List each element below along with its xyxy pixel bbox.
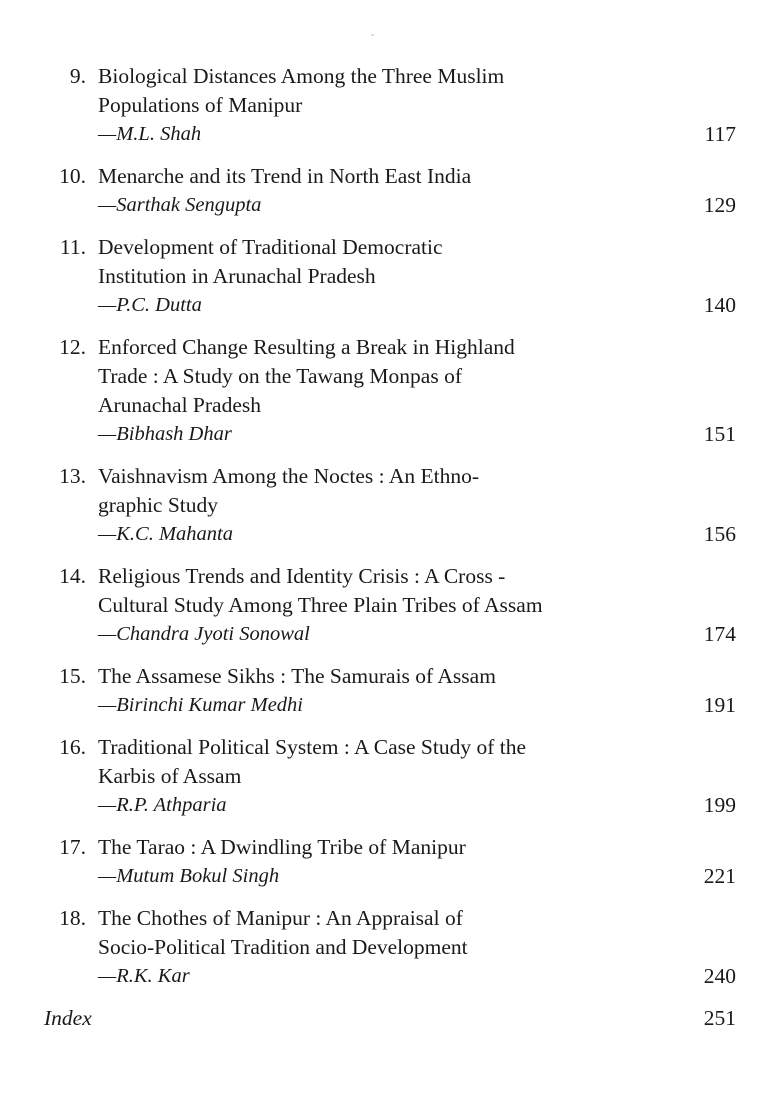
entry-number: 9. xyxy=(69,64,86,88)
title-line: Biological Distances Among the Three Muslim xyxy=(98,64,505,88)
title-line: Traditional Political System : A Case Study of the xyxy=(98,735,527,759)
entry-title xyxy=(98,333,780,420)
toc-entry-13[interactable] xyxy=(0,462,780,549)
title-line: Cultural Study Among Three Plain Tribes of Assam xyxy=(98,593,543,617)
title-line: Vaishnavism Among the Noctes : An Ethno- xyxy=(98,464,479,488)
title-line: graphic Study xyxy=(98,493,219,517)
entry-number: 15. xyxy=(59,664,86,688)
title-line: Menarche and its Trend in North East India xyxy=(98,164,472,188)
title-line: Arunachal Pradesh xyxy=(98,393,261,417)
entry-author: —M.L. Shah xyxy=(98,123,202,145)
entry-number: 11. xyxy=(59,235,86,259)
title-line: Enforced Change Resulting a Break in Highland xyxy=(98,335,515,359)
entry-author: —P.C. Dutta xyxy=(98,294,202,316)
entry-number: 18. xyxy=(59,906,86,930)
title-line: Populations of Manipur xyxy=(98,93,303,117)
entry-number: 14. xyxy=(59,564,86,588)
title-line: Trade : A Study on the Tawang Monpas of xyxy=(98,364,462,388)
index-label: Index xyxy=(44,1006,92,1030)
entry-title xyxy=(98,462,780,520)
entry-author: —Bibhash Dhar xyxy=(98,423,232,445)
entry-number: 10. xyxy=(59,164,86,188)
title-line: Development of Traditional Democratic xyxy=(98,235,443,259)
title-line: Religious Trends and Identity Crisis : A Cross - xyxy=(98,564,506,588)
entry-title xyxy=(98,562,780,620)
entry-author: —Mutum Bokul Singh xyxy=(98,865,280,887)
entry-title xyxy=(98,233,780,291)
entry-title xyxy=(98,662,780,691)
entry-title xyxy=(98,733,780,791)
entry-title xyxy=(98,833,780,862)
title-line: The Assamese Sikhs : The Samurais of Assam xyxy=(98,664,496,688)
toc-entry-12[interactable] xyxy=(0,333,780,449)
entry-title xyxy=(98,904,780,962)
entry-page-number: 174 xyxy=(703,622,736,646)
scan-speck xyxy=(371,34,374,36)
toc-entry-15[interactable] xyxy=(0,662,780,720)
entry-number: 13. xyxy=(59,464,86,488)
title-line: Karbis of Assam xyxy=(98,764,242,788)
entry-author: —K.C. Mahanta xyxy=(98,523,233,545)
entry-page-number: 117 xyxy=(704,122,736,146)
index-page-number: 251 xyxy=(703,1006,736,1030)
entry-author: —R.P. Athparia xyxy=(98,794,227,816)
table-of-contents xyxy=(0,62,780,1033)
entry-page-number: 240 xyxy=(703,964,736,988)
entry-page-number: 129 xyxy=(703,193,736,217)
toc-entry-18[interactable] xyxy=(0,904,780,991)
toc-entry-14[interactable] xyxy=(0,562,780,649)
toc-entry-9[interactable] xyxy=(0,62,780,149)
title-line: The Chothes of Manipur : An Appraisal of xyxy=(98,906,463,930)
entry-number: 12. xyxy=(59,335,86,359)
entry-number: 17. xyxy=(59,835,86,859)
toc-entry-11[interactable] xyxy=(0,233,780,320)
entry-number: 16. xyxy=(59,735,86,759)
toc-entry-10[interactable] xyxy=(0,162,780,220)
entry-page-number: 221 xyxy=(703,864,736,888)
toc-entry-17[interactable] xyxy=(0,833,780,891)
entry-page-number: 140 xyxy=(703,293,736,317)
entry-page-number: 151 xyxy=(703,422,736,446)
entry-title xyxy=(98,62,780,120)
entry-page-number: 191 xyxy=(703,693,736,717)
entry-author: —Chandra Jyoti Sonowal xyxy=(98,623,310,645)
entry-author: —R.K. Kar xyxy=(98,965,190,987)
entry-author: —Birinchi Kumar Medhi xyxy=(98,694,303,716)
toc-entry-index[interactable] xyxy=(0,1004,780,1033)
entry-page-number: 156 xyxy=(703,522,736,546)
title-line: Institution in Arunachal Pradesh xyxy=(98,264,376,288)
toc-entry-16[interactable] xyxy=(0,733,780,820)
title-line: Socio-Political Tradition and Development xyxy=(98,935,468,959)
entry-title xyxy=(98,162,780,191)
title-line: The Tarao : A Dwindling Tribe of Manipur xyxy=(98,835,466,859)
entry-author: —Sarthak Sengupta xyxy=(98,194,262,216)
entry-page-number: 199 xyxy=(703,793,736,817)
